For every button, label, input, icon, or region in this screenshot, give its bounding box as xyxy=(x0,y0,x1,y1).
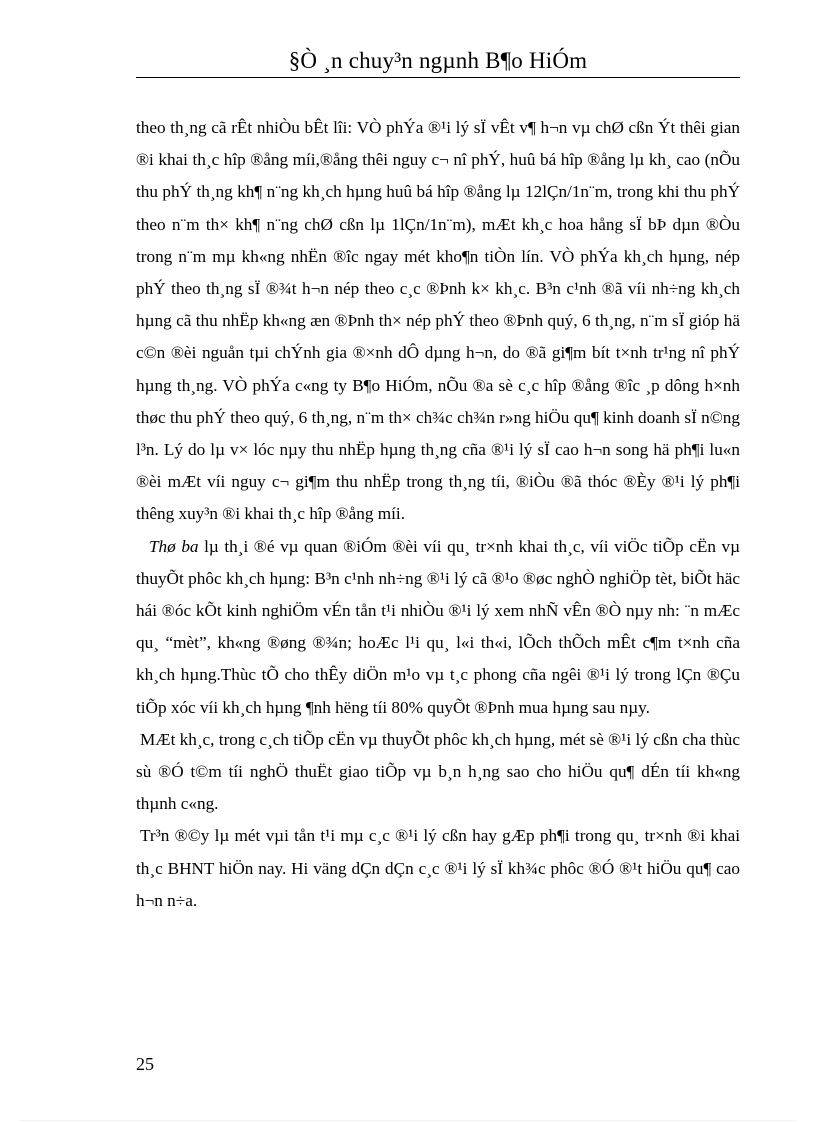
page-bottom-border xyxy=(20,1120,796,1121)
page-header-title: §Ò ¸n chuy³n ngµnh B¶o HiÓm xyxy=(288,48,588,73)
page-number: 25 xyxy=(136,1054,154,1074)
header-divider xyxy=(136,77,740,78)
body-text xyxy=(136,112,740,917)
paragraph-1: theo th¸ng cã rÊt nhiÒu bÊt lîi: VÒ phÝa ®¹i lý sÏ vÊt v¶ h¬n vµ chØ cßn Ýt thêi gian ®i khai th¸c hîp ®ång míi,®ång thêi nguy c¬ nî phÝ, huû bá hîp ®ång lµ kh¸ cao (nÕu thu phÝ th¸ng kh¶ n¨ng kh¸ch hµng huû bá hîp ®ång lµ 12lÇn/1n¨m, trong khi thu phÝ theo n¨m th× kh¶ n¨ng chØ cßn lµ 1lÇn/1n¨m), mÆt kh¸c hoa hång sÏ bÞ dµn ®Òu trong n¨m mµ kh«ng nhËn ®îc ngay mét kho¶n tiÒn lín. VÒ phÝa kh¸ch hµng, nép phÝ theo th¸ng sÏ ®¾t h¬n nép theo c¸c ®Þnh k× kh¸c. B³n c¹nh ®ã víi nh÷ng kh¸ch hµng cã thu nhËp kh«ng æn ®Þnh th× nép phÝ theo ®Þnh quý, 6 th¸ng, n¨m sÏ gióp hä c©n ®èi nguån tµi chÝnh gia ®×nh dÔ dµng h¬n, do ®ã gi¶m bít t×nh tr¹ng nî phÝ hµng th¸ng. VÒ phÝa c«ng ty B¶o HiÓm, nÕu ®a sè c¸c hîp ®ång ®îc ¸p dông h×nh thøc thu phÝ theo quý, 6 th¸ng, n¨m th× ch¾c ch¾n r»ng hiÖu qu¶ kinh doanh sÏ n©ng l³n. Lý do lµ v× lóc nµy thu nhËp hµng th¸ng cña ®¹i lý sÏ cao h¬n song hä ph¶i lu«n ®èi mÆt víi nguy c¬ gi¶m thu nhËp trong th¸ng tíi, ®iÒu ®ã thóc ®Èy ®¹i lý ph¶i thêng xuy³n ®i khai th¸c hîp ®ång míi. xyxy=(136,118,740,524)
paragraph-2 xyxy=(136,531,740,724)
paragraph-3: MÆt kh¸c, trong c¸ch tiÕp cËn vµ thuyÕt phôc kh¸ch hµng, mét sè ®¹i lý cßn cha thùc sù ®Ó t©m tíi nghÖ thuËt giao tiÕp vµ b¸n h¸ng sao cho hiÖu qu¶ dÉn tíi kh«ng thµnh c«ng. xyxy=(136,729,740,814)
paragraph-2-lead: Thø ba xyxy=(149,536,199,556)
paragraph-2-text: lµ th¸i ®é vµ quan ®iÓm ®èi víi qu¸ tr×nh khai th¸c, víi viÖc tiÕp cËn vµ thuyÕt phôc kh¸ch hµng: B³n c¹nh nh÷ng ®¹i lý cã ®¹o ®øc nghÒ nghiÖp tèt, biÕt häc hái ®óc kÕt kinh nghiÖm vÉn tån t¹i nhiÒu ®¹i lý xem nhÑ vÊn ®Ò nµy nh: ¨n mÆc qu¸ “mèt”, kh«ng ®øng ®¾n; hoÆc l¹i qu¸ l«i th«i, lÕch thÕch mÊt c¶m t×nh cña kh¸ch hµng.Thùc tÕ cho thÊy diÖn m¹o vµ t¸c phong cña ngêi ®¹i lý trong lÇn ®Çu tiÕp xóc víi kh¸ch hµng ¶nh hëng tíi 80% quyÕt ®Þnh mua hµng sau nµy. xyxy=(136,536,740,717)
paragraph-4: Tr³n ®©y lµ mét vµi tån t¹i mµ c¸c ®¹i lý cßn hay gÆp ph¶i trong qu¸ tr×nh ®i khai th¸c BHNT hiÖn nay. Hi väng dÇn dÇn c¸c ®¹i lý sÏ kh¾c phôc ®Ó ®¹t hiÖu qu¶ cao h¬n n÷a. xyxy=(136,826,740,910)
